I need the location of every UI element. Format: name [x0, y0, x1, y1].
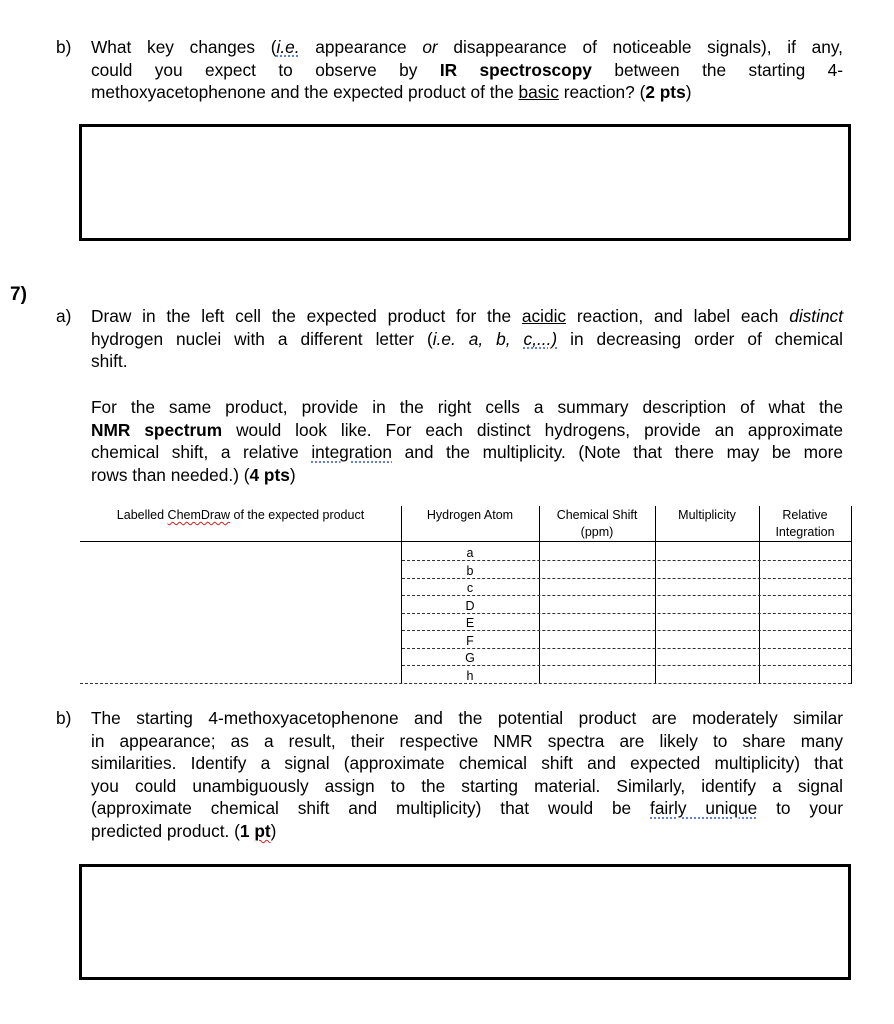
answer-box-6b[interactable]	[79, 124, 851, 241]
question-7b-label: b)	[56, 708, 72, 728]
hydrogen-label-g: G	[465, 651, 475, 665]
hydrogen-label-f: F	[466, 634, 474, 648]
question-7b-text: The starting 4-methoxyacetophenone and the potential product are moderately similar in appearance; as a result, their respective NMR spectra are likely to share many similarities. Identify a signal (approximate chemical shift and expected multiplicity) that you could unambiguously assign to the starting material. Similarly, identify a signal (approximate chemical shift and multiplicity) that would be fairly unique to your predicted product. (1 pt)	[91, 708, 843, 841]
question-7a-text: Draw in the left cell the expected product for the acidic reaction, and label each distinct hydrogen nuclei with a different letter (i.e. a, b, c,...) in decreasing order of chemical shift.	[91, 306, 844, 372]
header-hydrogen-atom: Hydrogen Atom	[426, 508, 514, 522]
hydrogen-label-h: h	[466, 669, 474, 683]
hydrogen-label-a: a	[466, 546, 474, 560]
chemical-shift-column[interactable]	[541, 543, 654, 683]
chemdraw-cell[interactable]	[80, 543, 400, 683]
header-chemical-shift-line2: (ppm)	[580, 525, 614, 539]
header-relative-integration	[759, 507, 851, 541]
question-7-number: 7)	[10, 284, 27, 305]
question-7a-label: a)	[56, 306, 72, 326]
question-6b-label: b)	[56, 37, 72, 57]
header-chemdraw	[80, 507, 401, 524]
header-chemical-shift-line1: Chemical Shift	[556, 508, 638, 522]
question-6b-text: What key changes (i.e. appearance or disappearance of noticeable signals), if any, could you expect to observe by IR spectroscopy between the starting 4- methoxyacetophenone and the expected product of the basic reaction? (2 pts)	[91, 37, 844, 103]
header-relative-line1: Relative	[782, 508, 828, 522]
question-7a-nmr-instructions: For the same product, provide in the right cells a summary description of what the NMR spectrum would look like. For each distinct hydrogens, provide an approximate chemical shift, a relative integration and the multiplicity. (Note that there may be more rows than needed.) (4 pts)	[91, 397, 843, 485]
answer-box-7b[interactable]	[79, 864, 851, 980]
hydrogen-label-c: c	[466, 581, 474, 595]
header-chemdraw-text: Labelled ChemDraw of the expected product	[116, 508, 365, 522]
hydrogen-label-e: E	[465, 616, 475, 630]
table-header-divider	[80, 541, 851, 542]
header-relative-line2: Integration	[775, 525, 835, 539]
header-multiplicity: Multiplicity	[678, 508, 736, 522]
multiplicity-column[interactable]	[657, 543, 758, 683]
header-chemical-shift	[539, 507, 655, 541]
hydrogen-label-b: b	[466, 564, 474, 578]
hydrogen-label-d: D	[465, 599, 475, 613]
col-divider-5	[851, 506, 852, 684]
table-bottom-dashed	[80, 683, 851, 684]
relative-integration-column[interactable]	[761, 543, 850, 683]
